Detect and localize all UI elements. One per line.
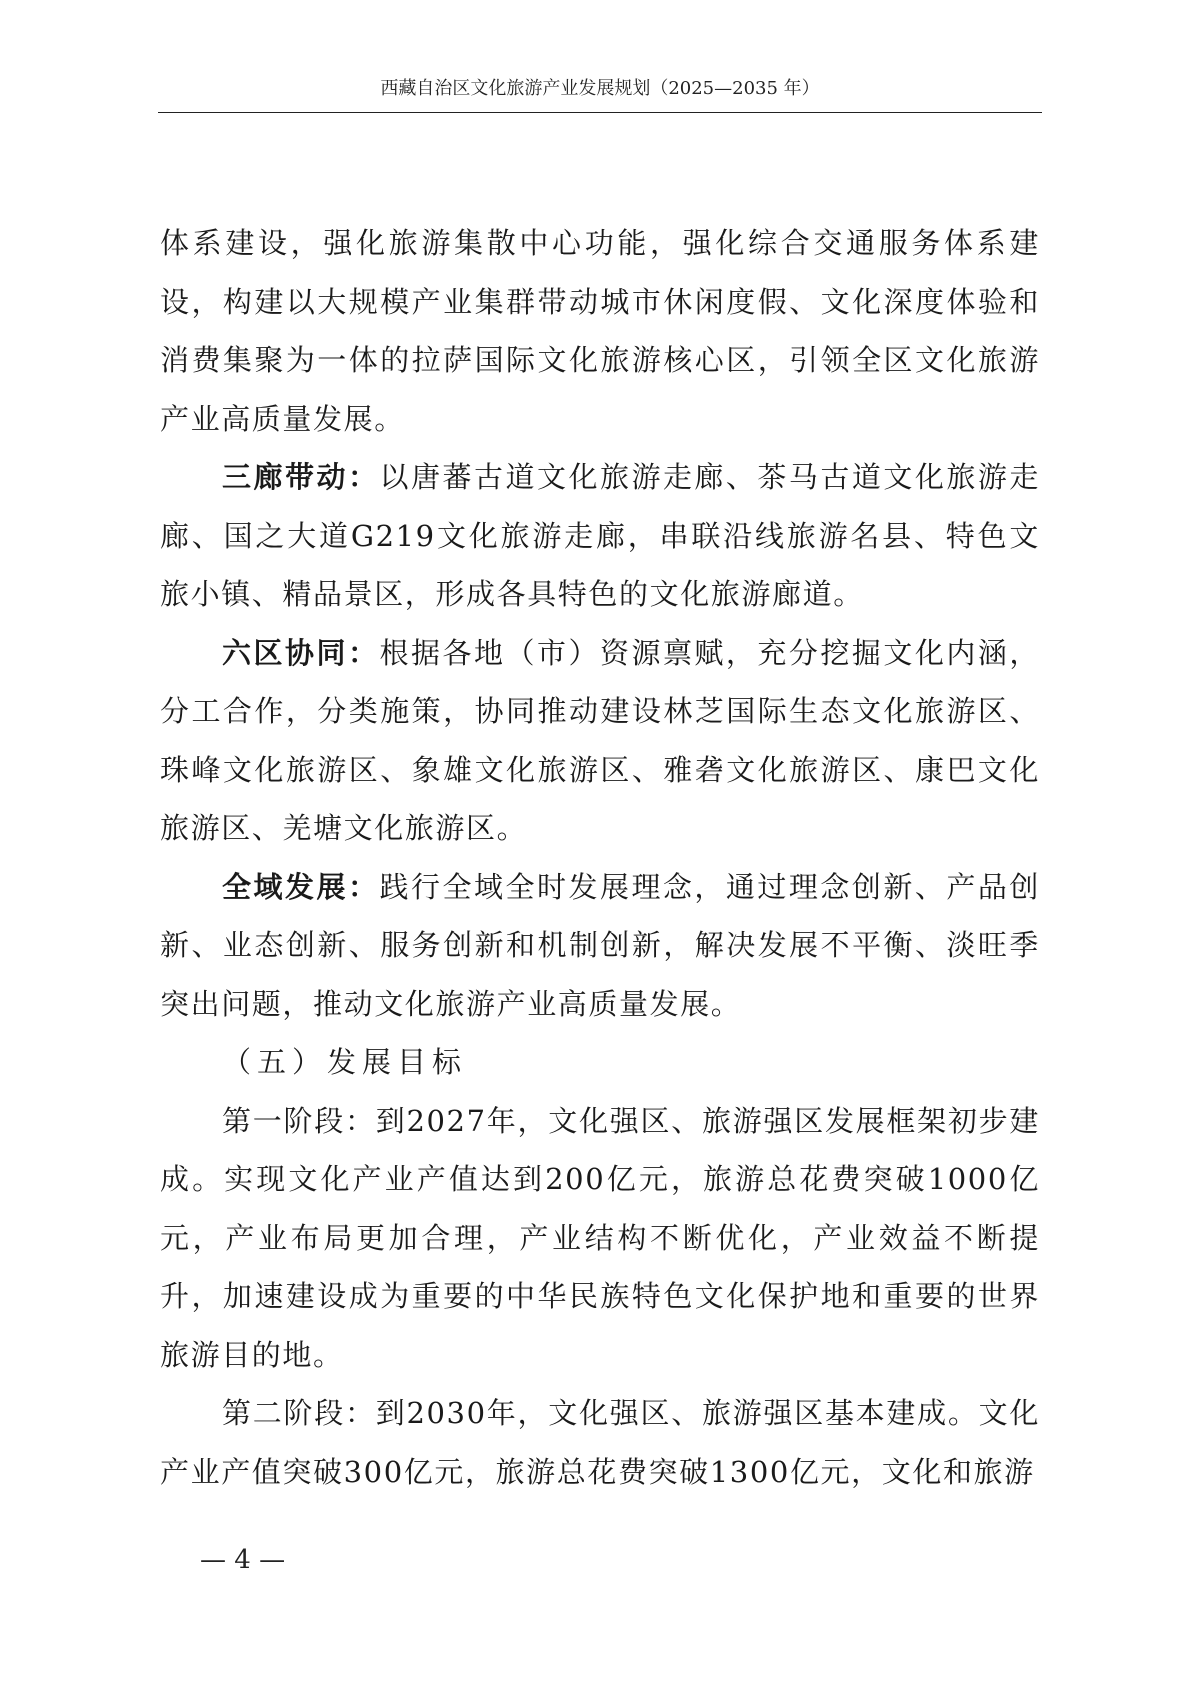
- page-number: — 4 —: [200, 1545, 286, 1575]
- paragraph-heading: 六区协同：: [222, 635, 380, 670]
- paragraph-text: 践行全域全时发展理念，通过理念创新、产品创新、业态创新、服务创新和机制创新，解决发展不平衡、淡旺季突出问题，推动文化旅游产业高质量发展。: [160, 869, 1040, 1021]
- body-text: [160, 214, 1040, 1501]
- paragraph-text: 以唐蕃古道文化旅游走廊、茶马古道文化旅游走廊、国之大道G219文化旅游走廊，串联沿线旅游名县、特色文旅小镇、精品景区，形成各具特色的文化旅游廊道。: [160, 460, 1040, 611]
- paragraph-heading: 全域发展：: [222, 869, 380, 904]
- paragraph-global-development: [160, 858, 1040, 1034]
- paragraph-stage-one: 第一阶段：到2027年，文化强区、旅游强区发展框架初步建成。实现文化产业产值达到200亿元，旅游总花费突破1000亿元，产业布局更加合理，产业结构不断优化，产业效益不断提升，加速建设成为重要的中华民族特色文化保护地和重要的世界旅游目的地。: [160, 1103, 1040, 1372]
- document-title: 西藏自治区文化旅游产业发展规划（2025—2035 年）: [380, 78, 820, 99]
- paragraph-three-corridors: [160, 448, 1040, 624]
- paragraph-text: 根据各地（市）资源禀赋，充分挖掘文化内涵，分工合作，分类施策，协同推动建设林芝国际生态文化旅游区、珠峰文化旅游区、象雄文化旅游区、雅砻文化旅游区、康巴文化旅游区、羌塘文化旅游区。: [160, 635, 1040, 845]
- paragraph-stage-two: 第二阶段：到2030年，文化强区、旅游强区基本建成。文化产业产值突破300亿元，旅游总花费突破1300亿元，文化和旅游: [160, 1396, 1040, 1489]
- paragraph-six-zones: [160, 624, 1040, 858]
- section-title: （五）发展目标: [222, 1045, 468, 1079]
- page-header: [158, 78, 1042, 113]
- paragraph-heading: 三廊带动：: [222, 460, 380, 494]
- paragraph-core-zone: 体系建设，强化旅游集散中心功能，强化综合交通服务体系建设，构建以大规模产业集群带动城市休闲度假、文化深度体验和消费集聚为一体的拉萨国际文化旅游核心区，引领全区文化旅游产业高质量发展。: [160, 226, 1040, 436]
